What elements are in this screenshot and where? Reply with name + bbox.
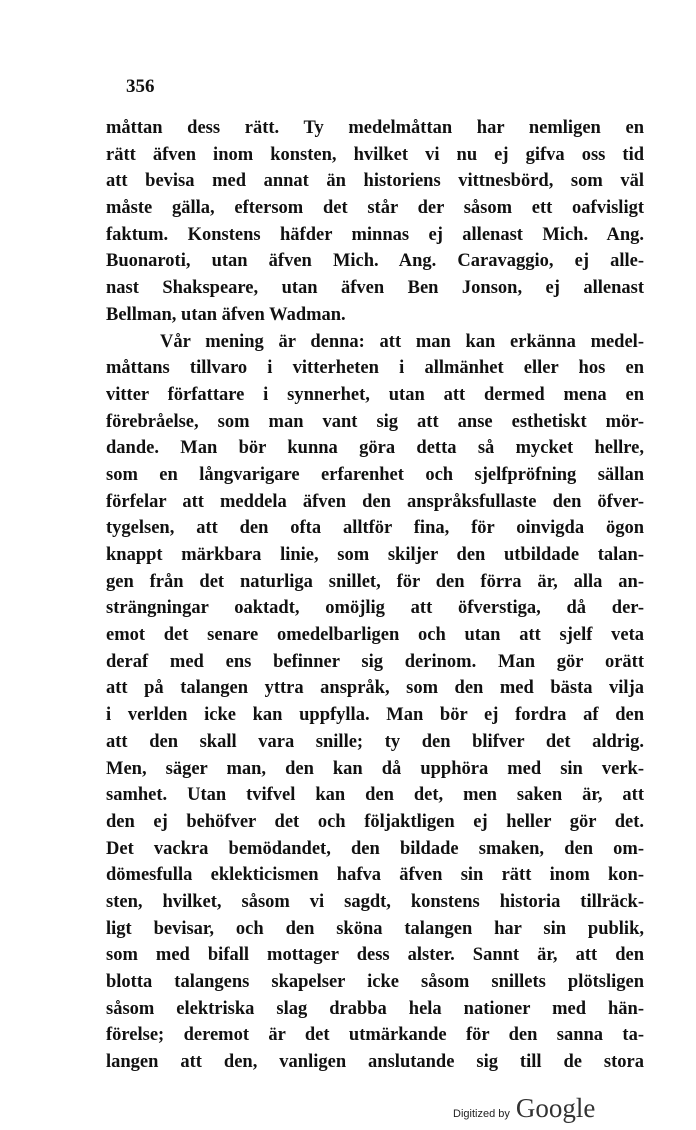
text-line: Men, säger man, den kan då upphöra med sin verk-: [106, 758, 644, 779]
digitized-by-label: Digitized by: [453, 1108, 510, 1120]
text-line: måste gälla, eftersom det står der såsom ett oafvisligt: [106, 198, 644, 219]
text-line: Det vackra bemödandet, den bildade smaken, den om-: [106, 838, 644, 859]
body-text: [106, 115, 644, 1076]
text-line: förelse; deremot är det utmärkande för den sanna ta-: [106, 1025, 644, 1046]
text-line: ligt bevisar, och den sköna talangen har sin publik,: [106, 918, 644, 939]
text-line: i verlden icke kan uppfylla. Man bör ej fordra af den: [106, 705, 644, 726]
text-line: dömesfulla eklekticismen hafva äfven sin rätt inom kon-: [106, 865, 644, 886]
text-line: tygelsen, att den ofta alltför fina, för oinvigda ögon: [106, 518, 644, 539]
digitized-by-google-watermark: [453, 1093, 595, 1124]
text-line: som med bifall mottager dess alster. Sannt är, att den: [106, 945, 644, 966]
text-line: langen att den, vanligen anslutande sig till de stora: [106, 1052, 644, 1073]
text-line: förebråelse, som man vant sig att anse esthetiskt mör-: [106, 411, 644, 432]
text-line: strängningar oaktadt, omöjlig att öfverstiga, då der-: [106, 598, 644, 619]
text-line: gen från det naturliga snillet, för den förra är, alla an-: [106, 571, 644, 592]
text-line: måttans tillvaro i vitterheten i allmänhet eller hos en: [106, 358, 644, 379]
text-line: att den skall vara snille; ty den blifver det aldrig.: [106, 731, 644, 752]
text-line: Buonaroti, utan äfven Mich. Ang. Caravaggio, ej alle-: [106, 251, 644, 272]
text-line: samhet. Utan tvifvel kan den det, men saken är, att: [106, 785, 644, 806]
text-line: att på talangen yttra anspråk, som den med bästa vilja: [106, 678, 644, 699]
text-line: deraf med ens befinner sig derinom. Man gör orätt: [106, 651, 644, 672]
text-line: såsom elektriska slag drabba hela nationer med hän-: [106, 998, 644, 1019]
text-line: blotta talangens skapelser icke såsom snillets plötsligen: [106, 972, 644, 992]
text-line: Vår mening är denna: att man kan erkänna medel-: [160, 331, 644, 352]
text-line: Bellman, utan äfven Wadman.: [106, 304, 346, 325]
text-line: dande. Man bör kunna göra detta så mycket hellre,: [106, 438, 644, 459]
text-line: faktum. Konstens häfder minnas ej allenast Mich. Ang.: [106, 224, 644, 245]
text-line: måttan dess rätt. Ty medelmåttan har nemligen en: [106, 118, 644, 138]
text-line: vitter författare i synnerhet, utan att dermed mena en: [106, 384, 644, 405]
text-line: emot det senare omedelbarligen och utan att sjelf veta: [106, 625, 644, 646]
text-line: nast Shakspeare, utan äfven Ben Jonson, ej allenast: [106, 278, 644, 299]
text-line: den ej behöfver det och följaktligen ej heller gör det.: [106, 811, 644, 832]
text-line: knappt märkbara linie, som skiljer den utbildade talan-: [106, 545, 644, 565]
text-line: förfelar att meddela äfven den anspråksfullaste den öfver-: [106, 491, 644, 512]
page-number: 356: [126, 76, 155, 97]
google-logo: Google: [515, 1093, 596, 1123]
text-line: rätt äfven inom konsten, hvilket vi nu ej gifva oss tid: [106, 144, 644, 165]
text-line: som en långvarigare erfarenhet och sjelfpröfning sällan: [106, 464, 644, 485]
text-line: sten, hvilket, såsom vi sagdt, konstens historia tillräck-: [106, 891, 644, 912]
text-line: att bevisa med annat än historiens vittnesbörd, som väl: [106, 171, 644, 192]
